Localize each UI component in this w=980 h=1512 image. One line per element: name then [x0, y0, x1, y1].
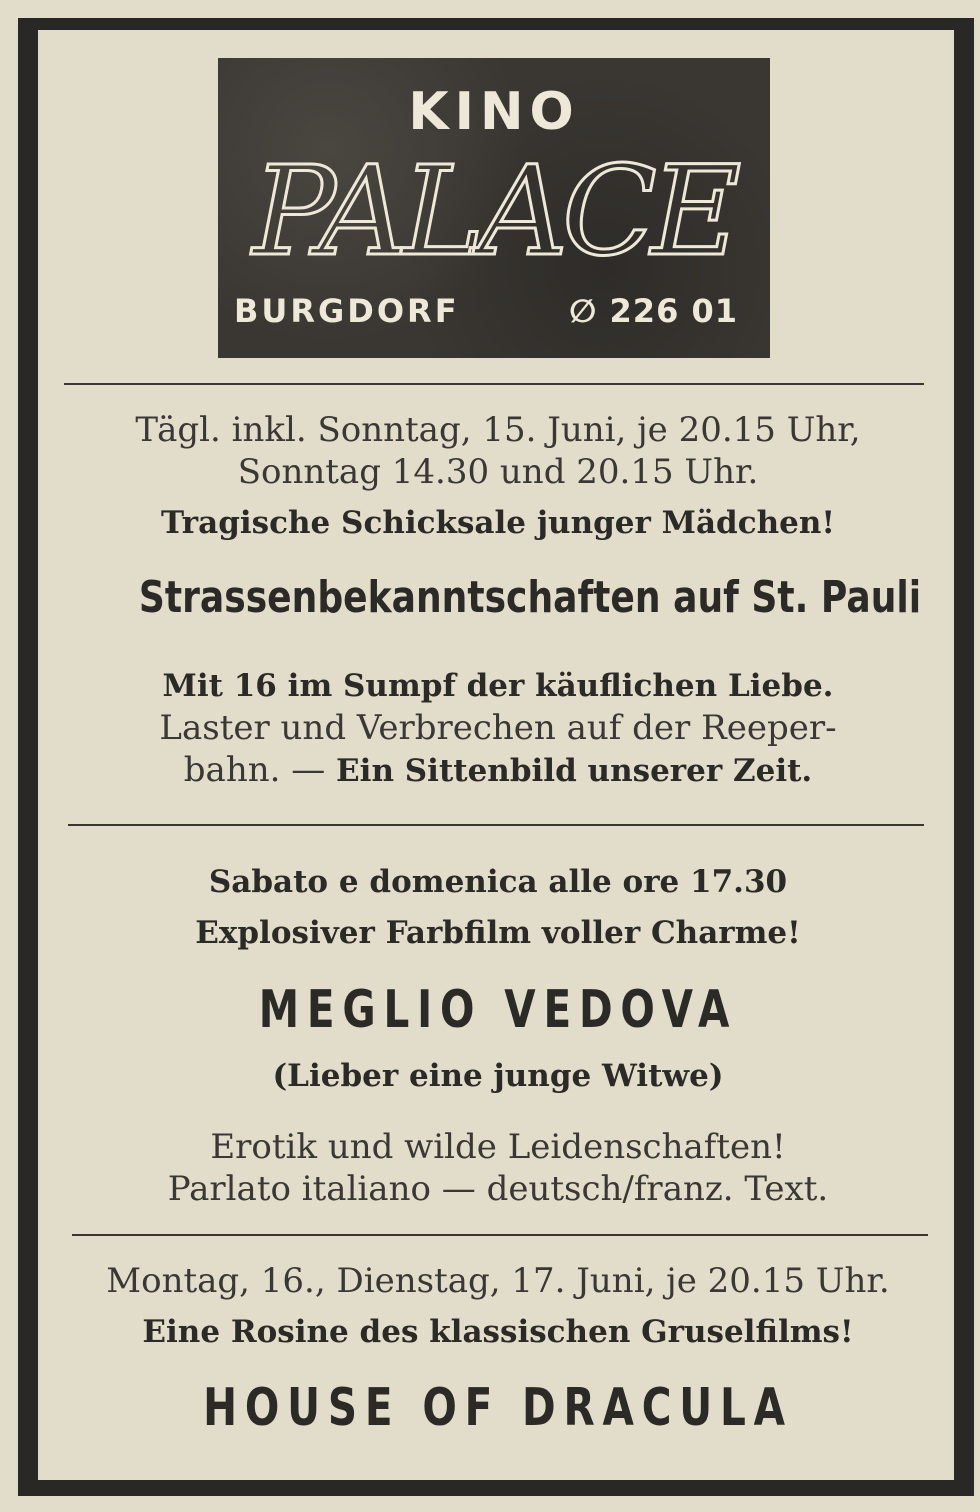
logo-phone: ∅ 226 01: [568, 292, 738, 330]
description-1-line-1: Mit 16 im Sumpf der käuflichen Liebe.: [162, 668, 834, 704]
divider-1: [64, 383, 924, 385]
logo-town: BURGDORF: [234, 292, 460, 330]
film-title-2: MEGLIO VEDOVA: [258, 980, 738, 1040]
logo-kino-text: KINO: [408, 82, 580, 142]
film-subtitle-2: (Lieber eine junge Witwe): [272, 1058, 724, 1094]
description-1-line-3b: Ein Sittenbild unserer Zeit.: [336, 753, 813, 789]
divider-2: [68, 824, 924, 826]
tagline-1: Tragische Schicksale junger Mädchen!: [160, 505, 835, 541]
schedule-line-2: Sonntag 14.30 und 20.15 Uhr.: [237, 452, 759, 492]
divider-3: [72, 1234, 928, 1236]
description-2-line-2: Parlato italiano — deutsch/franz. Text.: [167, 1169, 829, 1209]
film-title-3: HOUSE OF DRACULA: [203, 1378, 793, 1438]
description-1-line-2: Laster und Verbrechen auf der Reeper-: [159, 708, 837, 748]
schedule-line-1: Tägl. inkl. Sonntag, 15. Juni, je 20.15 Uhr,: [135, 410, 861, 450]
schedule-3: Montag, 16., Dienstag, 17. Juni, je 20.15 Uhr.: [106, 1261, 890, 1301]
description-1-line-3a: bahn. —: [183, 750, 337, 790]
kino-palace-logo: [218, 58, 770, 358]
logo-palace-text: PALACE: [252, 140, 736, 284]
tagline-3: Eine Rosine des klassischen Gruselfilms!: [142, 1314, 854, 1350]
schedule-2: Sabato e domenica alle ore 17.30: [208, 864, 788, 900]
film-title-1: Strassenbekanntschaften auf St. Pauli: [138, 572, 922, 623]
description-1-line-3: [60, 750, 936, 790]
tagline-2: Explosiver Farbfilm voller Charme!: [195, 915, 801, 951]
logo-address: [234, 292, 750, 330]
description-2-line-1: Erotik und wilde Leidenschaften!: [210, 1127, 786, 1167]
